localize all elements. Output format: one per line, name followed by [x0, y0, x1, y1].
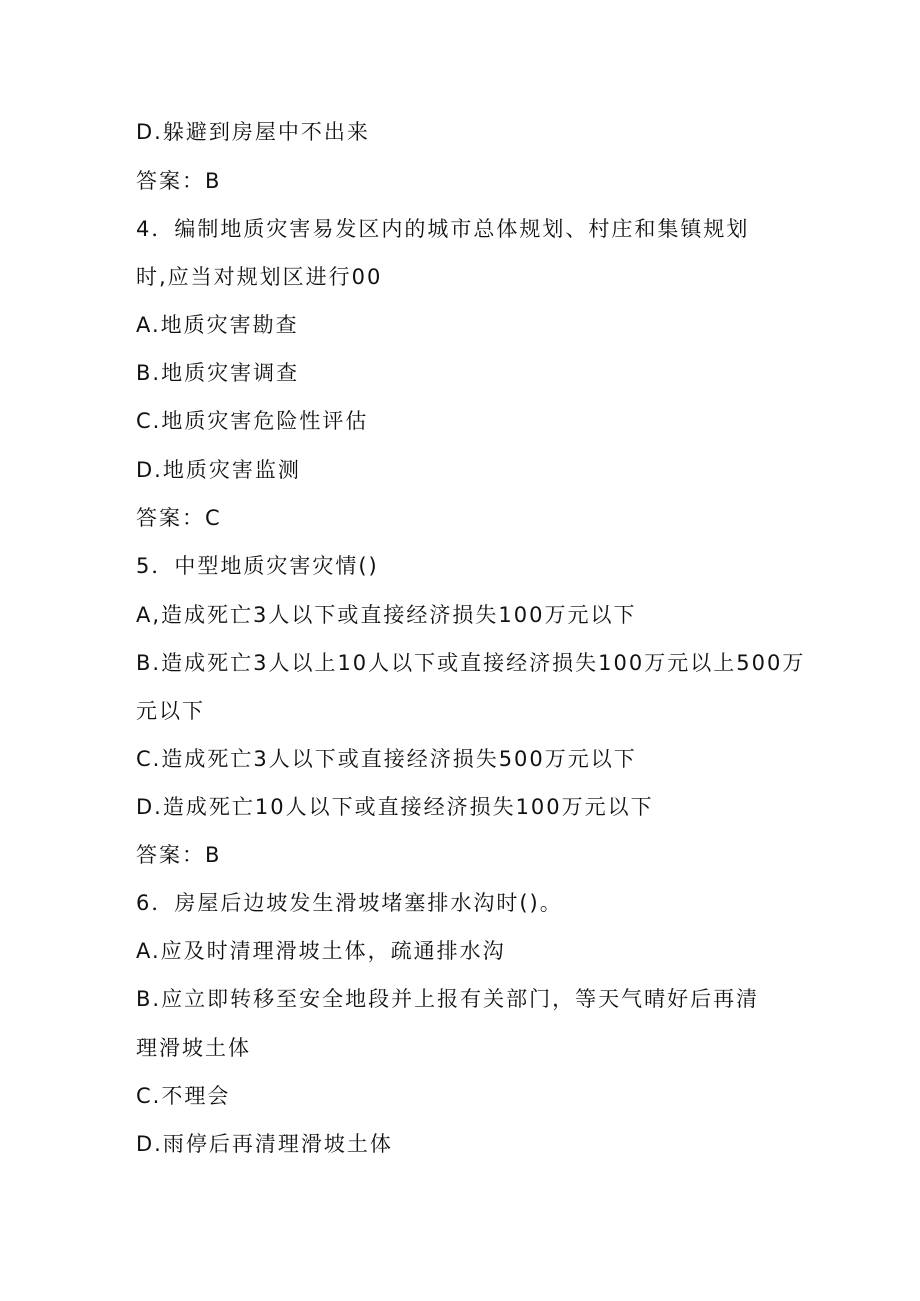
- q5-question: 5．中型地质灾害灾情(): [136, 554, 379, 578]
- q4-option-a: A.地质灾害勘查: [136, 313, 299, 337]
- q6-option-c: C.不理会: [136, 1084, 231, 1108]
- q6-option-d: D.雨停后再清理滑坡土体: [136, 1132, 393, 1156]
- q6-option-b-line-1: B.应立即转移至安全地段并上报有关部门，等天气晴好后再清: [136, 987, 760, 1011]
- q4-option-c: C.地质灾害危险性评估: [136, 409, 369, 433]
- q4-answer: 答案：C: [136, 506, 222, 530]
- q6-option-b-line-2: 理滑坡土体: [136, 1036, 251, 1060]
- q4-option-d: D.地质灾害监测: [136, 458, 301, 482]
- q4-option-b: B.地质灾害调查: [136, 361, 300, 385]
- q4-question-line-1: 4．编制地质灾害易发区内的城市总体规划、村庄和集镇规划: [136, 217, 750, 241]
- q5-option-b-line-1: B.造成死亡3人以上10人以下或直接经济损失100万元以上500万: [136, 651, 806, 675]
- q5-option-a: A,造成死亡3人以下或直接经济损失100万元以下: [136, 603, 637, 627]
- q6-option-a: A.应及时清理滑坡土体，疏通排水沟: [136, 939, 506, 963]
- q5-option-c: C.造成死亡3人以下或直接经济损失500万元以下: [136, 747, 637, 771]
- q5-option-b-line-2: 元以下: [136, 699, 205, 723]
- q6-question: 6．房屋后边坡发生滑坡堵塞排水沟时()。: [136, 891, 563, 915]
- q5-answer: 答案：B: [136, 843, 222, 867]
- q3-option-d: D.躲避到房屋中不出来: [136, 120, 370, 144]
- q4-question-line-2: 时,应当对规划区进行00: [136, 265, 383, 289]
- q3-answer: 答案：B: [136, 169, 222, 193]
- q5-option-d: D.造成死亡10人以下或直接经济损失100万元以下: [136, 795, 654, 819]
